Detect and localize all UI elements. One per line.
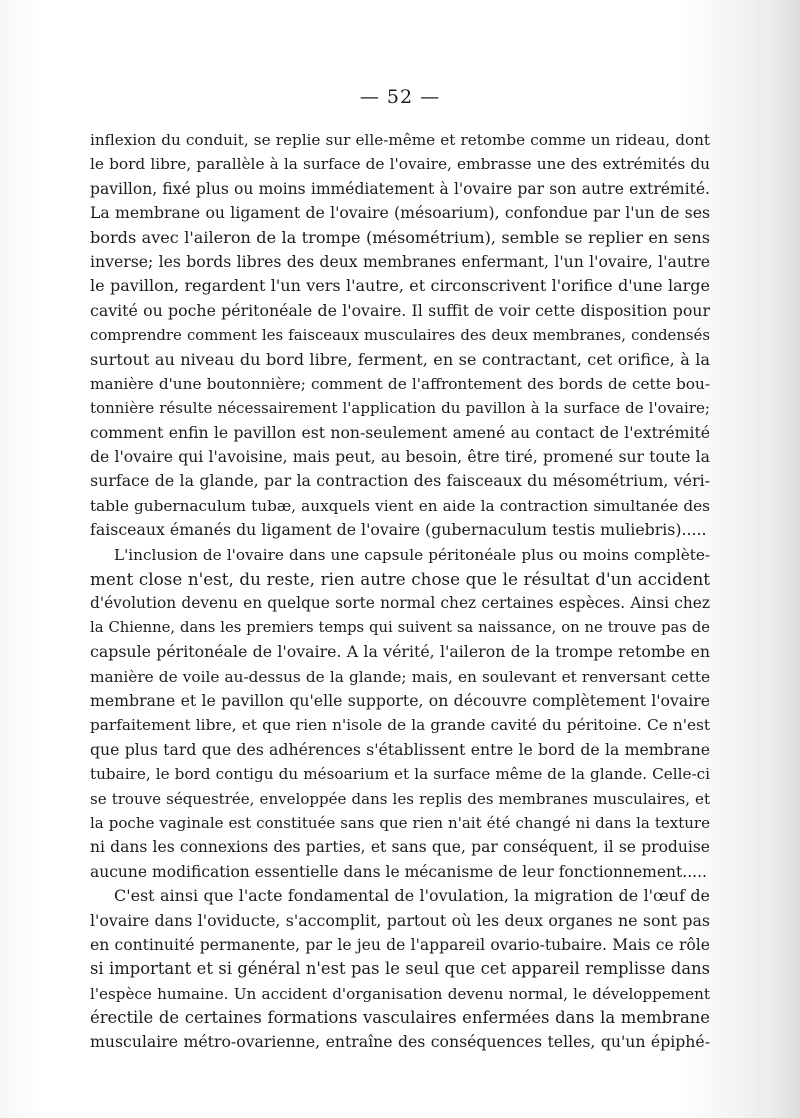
text-line: d'évolution devenu en quelque sorte normal chez certaines espèces. Ainsi chez: [90, 594, 710, 613]
text-line: si important et si général n'est pas le seul que cet appareil remplisse dans: [90, 959, 710, 979]
text-line: se trouve séquestrée, enveloppée dans les replis des membranes musculaires, et: [90, 789, 710, 808]
text-line: inverse; les bords libres des deux membranes enfermant, l'un l'ovaire, l'autre: [90, 251, 710, 271]
text-line: de l'ovaire qui l'avoisine, mais peut, au besoin, être tiré, promené sur toute la: [90, 447, 710, 467]
body-text: [90, 128, 710, 1055]
text-line: ment close n'est, du reste, rien autre chose que le résultat d'un accident: [90, 569, 710, 590]
text-line: ni dans les connexions des parties, et sans que, par conséquent, il se produise: [90, 838, 710, 857]
text-line: musculaire métro-ovarienne, entraîne des conséquences telles, qu'un épiphé-: [90, 1032, 710, 1052]
text-line: parfaitement libre, et que rien n'isole de la grande cavité du péritoine. Ce n'est: [90, 716, 710, 735]
text-line: comment enfin le pavillon est non-seulement amené au contact de l'extrémité: [90, 422, 710, 442]
text-line: capsule péritonéale de l'ovaire. A la vérité, l'aileron de la trompe retombe en: [90, 642, 710, 662]
text-line: le bord libre, parallèle à la surface de l'ovaire, embrasse une des extrémités du: [90, 155, 710, 174]
text-line: bords avec l'aileron de la trompe (mésométrium), semble se replier en sens: [90, 227, 710, 247]
text-line: L'inclusion de l'ovaire dans une capsule péritonéale plus ou moins complète-: [114, 545, 710, 564]
text-line: manière de voile au-dessus de la glande; mais, en soulevant et renversant cette: [90, 667, 710, 686]
text-line: la poche vaginale est constituée sans que rien n'ait été changé ni dans la texture: [90, 813, 710, 832]
text-line: surtout au niveau du bord libre, ferment, en se contractant, cet orifice, à la: [90, 349, 710, 369]
text-line: aucune modification essentielle dans le mécanisme de leur fonctionnement.....: [90, 862, 707, 881]
page-number: — 52 —: [359, 86, 441, 108]
text-line: tubaire, le bord contigu du mésoarium et la surface même de la glande. Celle-ci: [90, 765, 710, 784]
text-line: comprendre comment les faisceaux musculaires des deux membranes, condensés: [90, 326, 710, 345]
text-line: érectile de certaines formations vasculaires enfermées dans la membrane: [90, 1008, 710, 1028]
text-line: que plus tard que des adhérences s'établissent entre le bord de la membrane: [90, 739, 710, 759]
text-line: le pavillon, regardent l'un vers l'autre, et circonscrivent l'orifice d'une large: [90, 276, 710, 296]
text-line: manière d'une boutonnière; comment de l'affrontement des bords de cette bou-: [90, 374, 710, 393]
text-line: inflexion du conduit, se replie sur elle-même et retombe comme un rideau, dont: [90, 131, 710, 149]
text-line: l'ovaire dans l'oviducte, s'accomplit, partout où les deux organes ne sont pas: [90, 910, 710, 930]
text-line: surface de la glande, par la contraction des faisceaux du mésométrium, véri-: [90, 471, 710, 491]
text-line: cavité ou poche péritonéale de l'ovaire. Il suffit de voir cette disposition pour: [90, 300, 710, 320]
text-line: table gubernaculum tubæ, auxquels vient en aide la contraction simultanée des: [90, 496, 710, 515]
text-line: La membrane ou ligament de l'ovaire (mésoarium), confondue par l'un de ses: [90, 203, 710, 223]
text-line: C'est ainsi que l'acte fondamental de l'ovulation, la migration de l'œuf de: [114, 886, 710, 906]
text-line: tonnière résulte nécessairement l'application du pavillon à la surface de l'ovaire;: [90, 399, 710, 418]
text-line: l'espèce humaine. Un accident d'organisation devenu normal, le développement: [90, 984, 710, 1003]
text-line: membrane et le pavillon qu'elle supporte, on découvre complètement l'ovaire: [90, 690, 710, 710]
text-line: faisceaux émanés du ligament de l'ovaire (gubernaculum testis muliebris).....: [90, 520, 707, 540]
text-line: la Chienne, dans les premiers temps qui suivent sa naissance, on ne trouve pas de: [90, 618, 710, 636]
text-line: en continuité permanente, par le jeu de l'appareil ovario-tubaire. Mais ce rôle: [90, 935, 710, 954]
text-line: pavillon, fixé plus ou moins immédiatement à l'ovaire par son autre extrémité.: [90, 179, 710, 198]
